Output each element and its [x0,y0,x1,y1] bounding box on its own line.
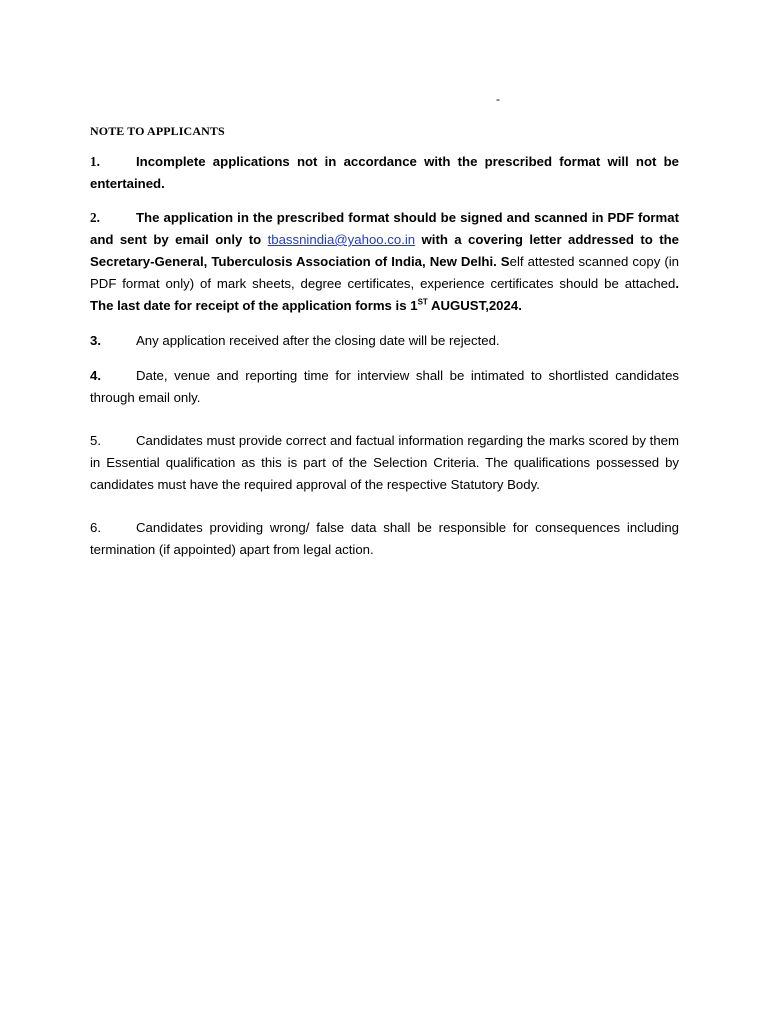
note-number-5: 5. [90,433,101,448]
note-number-2: 2. [90,210,100,225]
note-text-6: Candidates providing wrong/ false data shall be responsible for consequences including termination (if appointed) apart from legal action. [90,520,679,557]
note-number-3: 3. [90,333,101,348]
note-text-2b: with a covering letter addressed to the Secretary-General, Tuberculosis Association of India, New Delhi. S [90,232,679,269]
note-number-6: 6. [90,520,101,535]
note-text-1: Incomplete applications not in accordance with the prescribed format will not be entertained. [90,154,679,191]
page-heading: NOTE TO APPLICANTS [90,124,225,138]
note-item-5 [90,430,679,496]
note-item-4 [90,365,679,409]
note-text-5: Candidates must provide correct and factual information regarding the marks scored by them in Essential qualification as this is part of the Selection Criteria. The qualifications possessed by candidates must have the required approval of the respective Statutory Body. [90,433,679,492]
note-item-1 [90,151,679,195]
note-item-3 [90,330,679,352]
note-item-6 [90,517,679,561]
note-text-3: Any application received after the closing date will be rejected. [136,333,500,348]
date-superscript: ST [417,297,428,307]
note-text-2c: elf attested scanned copy (in PDF format only) of mark sheets, degree certificates, experience certificates should be attached [90,254,679,291]
note-text-2a: The application in the prescribed format should be signed and scanned in PDF format and sent by email only to [90,210,679,247]
note-number-4: 4. [90,368,101,383]
note-text-2d: . The last date for receipt of the application forms is 1 [90,276,679,313]
note-number-1: 1. [90,154,100,169]
stray-mark: - [496,92,500,106]
email-link[interactable]: tbassnindia@yahoo.co.in [267,232,416,247]
note-item-2 [90,207,679,317]
note-text-2e: AUGUST,2024. [427,298,522,313]
note-text-4: Date, venue and reporting time for interview shall be intimated to shortlisted candidates through email only. [90,368,679,405]
